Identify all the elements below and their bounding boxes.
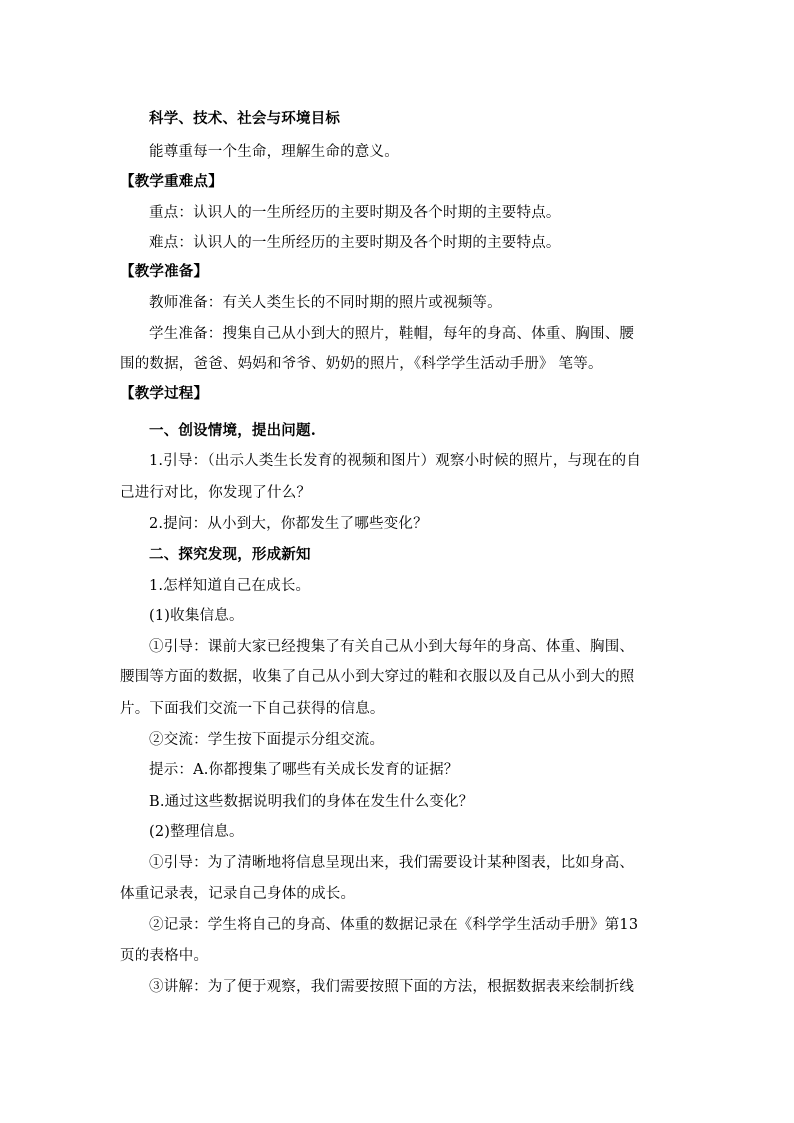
part2-title: 二、探究发现，形成新知 <box>149 546 311 563</box>
sts-goal-title: 科学、技术、社会与环境目标 <box>149 110 341 127</box>
key-point-difficulty: 难点：认识人的一生所经历的主要时期及各个时期的主要特点。 <box>149 235 561 251</box>
step1-line-1: 1.引导：（出示人类生长发育的视频和图片）观察小时候的照片，与现在的自 <box>149 453 642 469</box>
step1-line-2: 己进行对比，你发现了什么？ <box>120 485 312 501</box>
record-line-1: ②记录：学生将自己的身高、体重的数据记录在《科学学生活动手册》第13 <box>149 917 639 933</box>
hint-b: B.通过这些数据说明我们的身体在发生什么变化？ <box>149 794 474 810</box>
student-preparation-line-1: 学生准备：搜集自己从小到大的照片，鞋帽，每年的身高、体重、胸围、腰 <box>149 326 635 342</box>
guide-line-2: 腰围等方面的数据，收集了自己从小到大穿过的鞋和衣服以及自己从小到大的照 <box>120 669 635 685</box>
step2: 2.提问：从小到大，你都发生了哪些变化？ <box>149 516 428 532</box>
guide-line-3: 片。下面我们交流一下自己获得的信息。 <box>120 701 385 717</box>
key-point-focus: 重点：认识人的一生所经历的主要时期及各个时期的主要特点。 <box>149 205 561 221</box>
process-heading: 【教学过程】 <box>120 385 209 402</box>
guide-line-1: ①引导：课前大家已经搜集了有关自己从小到大每年的身高、体重、胸围、 <box>149 639 635 655</box>
collect-info: (1)收集信息。 <box>149 608 244 624</box>
exchange: ②交流：学生按下面提示分组交流。 <box>149 732 385 748</box>
key-points-heading: 【教学重难点】 <box>120 173 223 190</box>
explain-line-1: ③讲解：为了便于观察，我们需要按照下面的方法，根据数据表来绘制折线 <box>149 979 635 995</box>
part1-title: 一、创设情境，提出问题. <box>149 422 316 439</box>
preparation-heading: 【教学准备】 <box>120 263 209 280</box>
teacher-preparation: 教师准备：有关人类生长的不同时期的照片或视频等。 <box>149 295 502 311</box>
record-line-2: 页的表格中。 <box>120 948 209 964</box>
hint-a: 提示：A.你都搜集了哪些有关成长发育的证据？ <box>149 762 459 778</box>
organize-info: (2)整理信息。 <box>149 824 244 840</box>
student-preparation-line-2: 围的数据，爸爸、妈妈和爷爷、奶奶的照片，《科学学生活动手册》 笔等。 <box>120 356 603 372</box>
organize-guide-line-2: 体重记录表，记录自己身体的成长。 <box>120 886 356 902</box>
sts-goal-text: 能尊重每一个生命，理解生命的意义。 <box>149 144 399 160</box>
section1-title: 1.怎样知道自己在成长。 <box>149 578 311 594</box>
organize-guide-line-1: ①引导：为了清晰地将信息呈现出来，我们需要设计某种图表，比如身高、 <box>149 855 635 871</box>
